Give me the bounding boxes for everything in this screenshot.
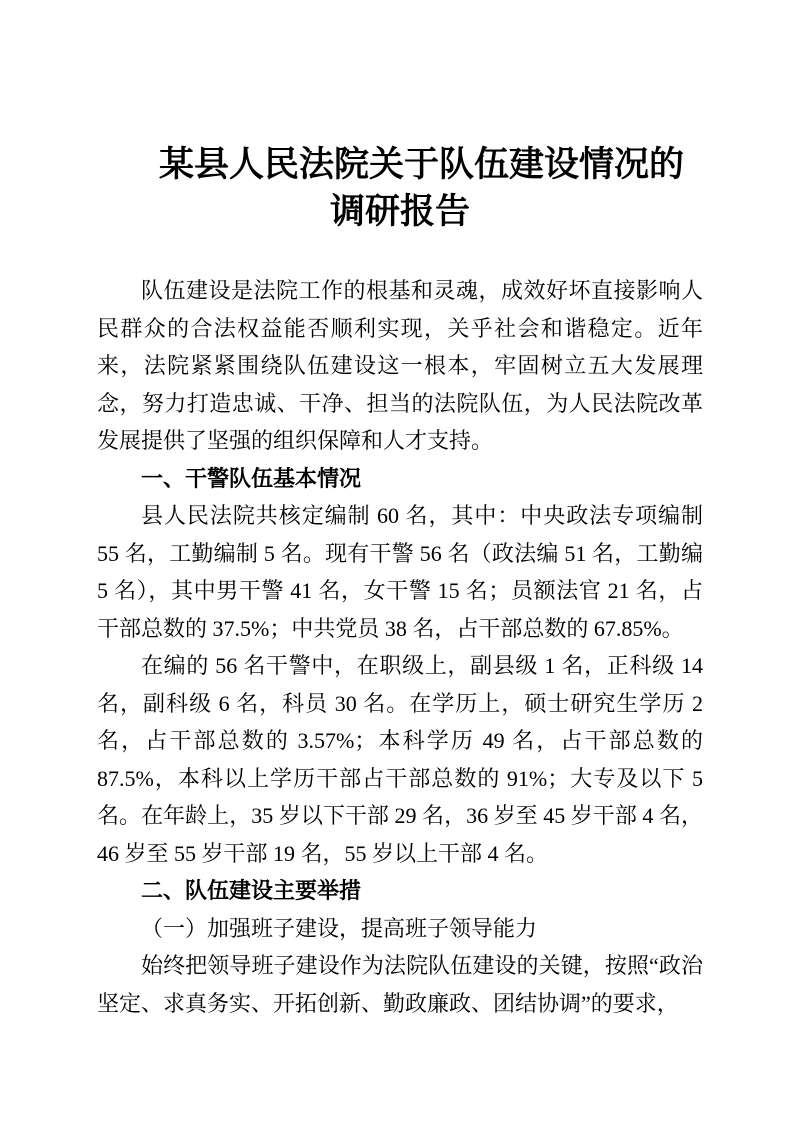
document-title bbox=[97, 142, 703, 236]
section-1-paragraph-1: 县人民法院共核定编制 60 名，其中：中央政法专项编制 55 名，工勤编制 5 名。现有干警 56 名（政法编 51 名，工勤编 5 名），其中男干警 41 名，女干警 15 名；员额法官 21 名，占干部总数的 37.5%；中共党员 38 名，占干部总数的 67.85%。 bbox=[97, 503, 703, 641]
section-1-paragraph-2: 在编的 56 名干警中，在职级上，副县级 1 名，正科级 14 名，副科级 6 名，科员 30 名。在学历上，硕士研究生学历 2 名，占干部总数的 3.57%；本科学历 49 名，占干部总数的 87.5%，本科以上学历干部占干部总数的 91%；大专及以下 5 名。在年龄上，35 岁以下干部 29 名，36 岁至 45 岁干部 4 名，46 岁至 55 岁干部 19 名，55 岁以上干部 4 名。 bbox=[97, 653, 703, 866]
section-2-paragraph-1: 始终把领导班子建设作为法院队伍建设的关键，按照“政治坚定、求真务实、开拓创新、勤政廉政、团结协调”的要求， bbox=[97, 953, 703, 1016]
section-2-heading: 二、队伍建设主要举措 bbox=[141, 878, 362, 903]
document-title-line-1: 某县人民法院关于队伍建设情况的 bbox=[158, 145, 684, 185]
document-content bbox=[97, 142, 703, 1022]
section-1-heading: 一、干警队伍基本情况 bbox=[141, 465, 362, 491]
section-2-subheading-1: （一）加强班子建设，提高班子领导能力 bbox=[141, 915, 538, 941]
intro-paragraph: 队伍建设是法院工作的根基和灵魂，成效好坏直接影响人民群众的合法权益能否顺利实现，关乎社会和谐稳定。近年来，法院紧紧围绕队伍建设这一根本，牢固树立五大发展理念，努力打造忠诚、干净、担当的法院队伍，为人民法院改革发展提供了坚强的组织保障和人才支持。 bbox=[97, 278, 703, 453]
document-title-line-2: 调研报告 bbox=[329, 192, 470, 232]
